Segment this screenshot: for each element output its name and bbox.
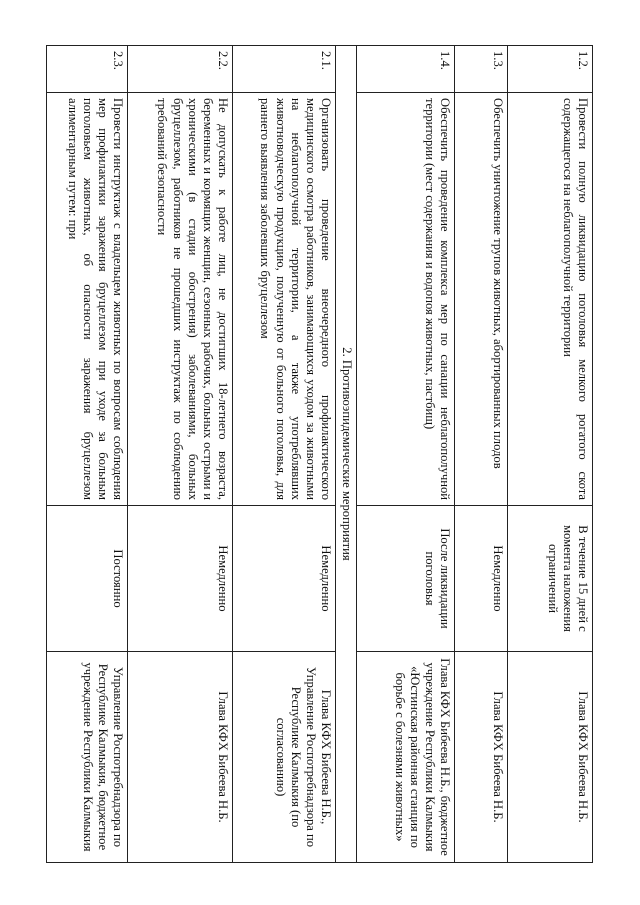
table-row [357,46,455,863]
measure-text: Организовать проведение внеочередного профилактического медицинского осмотра работников, занимающихся уходом за животными на неблагополучной территории, а также употреблявших животноводческую продукцию, полученную от больного поголовья, для раннего выявления заболевших бруцеллезом [232,93,335,506]
measures-table [46,45,593,863]
responsible: Глава КФХ Бибеева Н.Б., бюджетное учреждение Республики Калмыкия «Юстинская районная станция по борьбе с болезнями животных» [357,652,455,863]
table-row [455,46,508,863]
measure-text: Не допускать к работе лиц, не достигших 18-летнего возраста, беременных и кормящих женщин, сезонных рабочих, больных острыми и хроническими (в стадии обострения) заболеваниями, больных бруцеллезом, работников не прошедших инструктаж по соблюдению требований безопасности [127,93,232,506]
responsible: Глава КФХ Бибеева Н.Б. [455,652,508,863]
table-row [127,46,232,863]
row-number: 1.3. [455,46,508,93]
table-row [232,46,335,863]
deadline: Немедленно [232,506,335,652]
deadline: Немедленно [127,506,232,652]
row-number: 1.4. [357,46,455,93]
deadline: В течение 15 дней с момента наложения ограничений [508,506,593,652]
deadline: Немедленно [455,506,508,652]
section-heading: 2. Противоэпидемические мероприятия [335,46,356,863]
table-row [508,46,593,863]
responsible: Глава КФХ Бибеева Н.Б. [508,652,593,863]
row-number: 2.1. [232,46,335,93]
deadline: После ликвидации поголовья [357,506,455,652]
responsible: Глава КФХ Бибеева Н.Б., Управление Роспотребнадзора по Республике Калмыкия (по согласованию) [232,652,335,863]
measure-text: Обеспечить проведение комплекса мер по санации неблагополучной территории (мест содержания и водопоя животных, пастбищ) [357,93,455,506]
measure-text: Обеспечить уничтожение трупов животных, абортированных плодов [455,93,508,506]
responsible: Глава КФХ Бибеева Н.Б. [127,652,232,863]
measure-text: Провести полную ликвидацию поголовья мелкого рогатого скота содержащегося на неблагополучной территории [508,93,593,506]
table-row [46,46,127,863]
row-number: 2.2. [127,46,232,93]
measure-text: Провести инструктаж с владельцем животных по вопросам соблюдения мер профилактики заражения бруцеллезом при уходе за больным поголовьем животных, об опасности заражения бруцеллезом алиментарным путем: при [46,93,127,506]
deadline: Постоянно [46,506,127,652]
row-number: 2.3. [46,46,127,93]
section-row [335,46,356,863]
row-number: 1.2. [508,46,593,93]
responsible: Управление Роспотребнадзора по Республике Калмыкия, бюджетное учреждение Республики Калмыкия [46,652,127,863]
